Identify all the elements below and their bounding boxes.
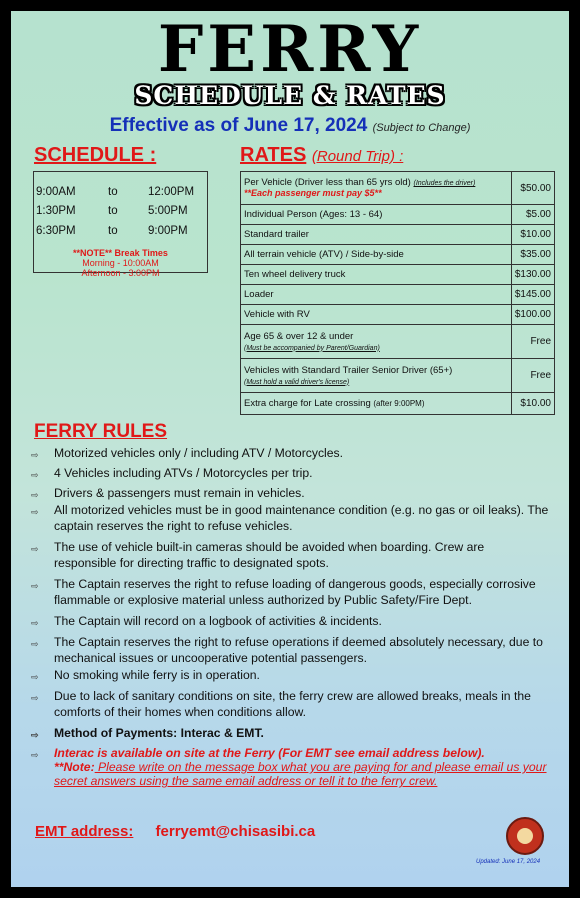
rule-item-payment: [29, 725, 549, 741]
rate-label-small: (Includes the driver): [413, 180, 476, 187]
arrow-bullet-icon: ⇨: [31, 730, 39, 740]
schedule-end: 9:00PM: [148, 225, 188, 237]
ferry-poster: [11, 11, 569, 887]
break-note-morning: Morning - 10:00AM: [82, 258, 159, 268]
rates-heading-sub: (Round Trip) :: [311, 148, 404, 165]
effective-date: [11, 114, 569, 140]
schedule-start: 9:00AM: [36, 186, 76, 198]
rules-heading: FERRY RULES: [34, 421, 168, 442]
rate-label: [241, 393, 512, 415]
rate-row: [241, 225, 555, 245]
updated-date: Updated: June 17, 2024: [476, 859, 541, 865]
rate-label-text: Extra charge for Late crossing: [244, 398, 371, 409]
rule-text: 4 Vehicles including ATVs / Motorcycles per trip.: [54, 466, 313, 480]
break-note-title: **NOTE** Break Times: [73, 248, 168, 258]
poster-title: FERRY: [157, 12, 423, 87]
rate-row: [241, 325, 555, 359]
rule-text: Method of Payments: Interac & EMT.: [54, 726, 264, 740]
note-label: **Note:: [54, 760, 95, 774]
arrow-bullet-icon: ⇨: [31, 507, 39, 517]
arrow-bullet-icon: ⇨: [31, 639, 39, 649]
rate-amount: $35.00: [511, 245, 554, 265]
rate-amount: $5.00: [511, 205, 554, 225]
rate-label-sub: (Must hold a valid driver's license): [244, 378, 350, 386]
rate-row: [241, 305, 555, 325]
break-times-note: [34, 248, 207, 278]
arrow-bullet-icon: ⇨: [31, 618, 39, 628]
rate-row: [241, 265, 555, 285]
rate-row: [241, 359, 555, 393]
arrow-bullet-icon: ⇨: [31, 750, 39, 760]
rule-text: Drivers & passengers must remain in vehicles.: [54, 486, 305, 500]
schedule-end: 5:00PM: [148, 205, 188, 217]
rate-label: Standard trailer: [241, 225, 512, 245]
rate-row: [241, 285, 555, 305]
poster-subtitle: SCHEDULE & RATES: [134, 81, 446, 110]
rule-text: All motorized vehicles must be in good maintenance condition (e.g. no gas or oil leaks). The captain reserves the right to refuse vehicles.: [54, 503, 549, 533]
rate-amount: Free: [511, 325, 554, 359]
rate-label: Ten wheel delivery truck: [241, 265, 512, 285]
schedule-start: 1:30PM: [36, 205, 76, 217]
seal-center: [517, 828, 533, 844]
schedule-to: to: [108, 186, 118, 198]
rule-item-interac: [29, 746, 549, 788]
rate-row: [241, 393, 555, 415]
interac-text: Interac is available on site at the Ferry (For EMT see email address below).: [54, 746, 485, 760]
rule-text: The Captain will record on a logbook of activities & incidents.: [54, 614, 382, 628]
effective-date-text: Effective as of June 17, 2024: [109, 115, 368, 136]
break-note-afternoon: Afternoon - 3:00PM: [81, 268, 160, 278]
schedule-row: [36, 186, 206, 202]
rule-item: [29, 634, 549, 666]
rate-amount: $50.00: [511, 172, 554, 205]
rule-item: [29, 502, 549, 534]
rate-label-text: Per Vehicle (Driver less than 65 yrs old): [244, 177, 411, 188]
effective-note: (Subject to Change): [372, 122, 471, 134]
nation-seal-icon: [506, 817, 544, 855]
arrow-bullet-icon: ⇨: [31, 693, 39, 703]
schedule-to: to: [108, 205, 118, 217]
rate-label-sub: (Must be accompanied by Parent/Guardian): [244, 344, 380, 352]
rule-item: [29, 445, 549, 461]
rates-heading-text: RATES: [240, 144, 307, 166]
rate-label: Vehicle with RV: [241, 305, 512, 325]
rate-label: [241, 325, 512, 359]
rates-table: [240, 171, 555, 415]
rule-item: [29, 485, 549, 501]
arrow-bullet-icon: ⇨: [31, 544, 39, 554]
rule-item: [29, 576, 549, 608]
rule-text: The Captain reserves the right to refuse loading of dangerous goods, especially corrosive flammable or explosive material unless authorized by Public Safety/Fire Dept.: [54, 577, 536, 607]
rule-text: No smoking while ferry is in operation.: [54, 668, 260, 682]
rule-item: [29, 613, 549, 629]
arrow-bullet-icon: ⇨: [31, 450, 39, 460]
rate-label: Loader: [241, 285, 512, 305]
schedule-start: 6:30PM: [36, 225, 76, 237]
rate-amount: Free: [511, 359, 554, 393]
note-text: Please write on the message box what you are paying for and please email us your secret answers using the same email address or tell it to the ferry crew.: [54, 760, 547, 788]
schedule-box: [33, 171, 208, 278]
rate-row: [241, 172, 555, 205]
rule-item: [29, 688, 549, 720]
arrow-bullet-icon: ⇨: [31, 490, 39, 500]
rule-item: [29, 465, 549, 481]
schedule-end: 12:00PM: [148, 186, 195, 198]
rate-row: [241, 205, 555, 225]
emt-email-link[interactable]: ferryemt@chisasibi.ca: [155, 823, 316, 840]
schedule-heading: SCHEDULE :: [34, 144, 157, 166]
rate-label: [241, 172, 512, 205]
rule-text: Motorized vehicles only / including ATV / Motorcycles.: [54, 446, 344, 460]
emt-label: EMT address:: [35, 823, 134, 840]
rule-text: The use of vehicle built-in cameras should be avoided when boarding. Crew are responsible for directing traffic to designated spots.: [54, 540, 485, 570]
rate-label-text: Vehicles with Standard Trailer Senior Driver (65+): [244, 364, 453, 376]
arrow-bullet-icon: ⇨: [31, 470, 39, 480]
rate-label: All terrain vehicle (ATV) / Side-by-side: [241, 245, 512, 265]
arrow-bullet-icon: ⇨: [31, 581, 39, 591]
rate-label: Individual Person (Ages: 13 - 64): [241, 205, 512, 225]
rate-amount: $10.00: [511, 393, 554, 415]
arrow-bullet-icon: ⇨: [31, 672, 39, 682]
schedule-to: to: [108, 225, 118, 237]
rates-heading: [240, 144, 403, 167]
schedule-row: [36, 205, 206, 221]
rate-amount: $100.00: [511, 305, 554, 325]
emt-address: [35, 823, 315, 840]
rate-amount: $145.00: [511, 285, 554, 305]
rate-amount: $10.00: [511, 225, 554, 245]
schedule-row: [36, 225, 206, 241]
rule-text: Due to lack of sanitary conditions on site, the ferry crew are allowed breaks, meals in the comforts of their homes when conditions allow.: [54, 689, 531, 719]
rate-row: [241, 245, 555, 265]
rate-amount: $130.00: [511, 265, 554, 285]
rule-item: [29, 667, 549, 683]
rate-label-text: Age 65 & over 12 & under: [244, 330, 354, 342]
rate-label-small: (after 9:00PM): [373, 399, 425, 408]
rate-label-extra: **Each passenger must pay $5**: [244, 188, 382, 198]
rate-label: [241, 359, 512, 393]
rules-list: [29, 445, 549, 788]
rule-text: The Captain reserves the right to refuse operations if deemed absolutely necessary, due to mechanical issues or uncooperative potential passengers.: [54, 635, 543, 665]
rule-item: [29, 539, 549, 571]
